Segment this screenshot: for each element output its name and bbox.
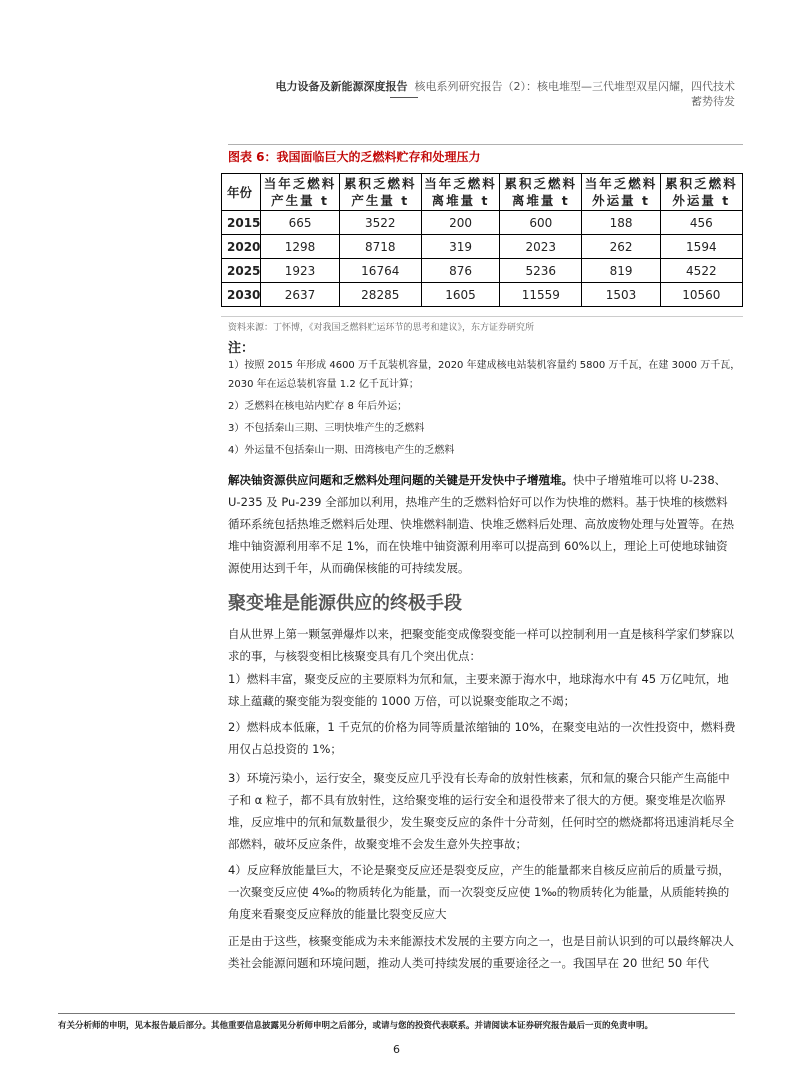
col-header: 累积乏燃料离堆量 t: [500, 174, 582, 211]
col-header: 当年乏燃料外运量 t: [582, 174, 660, 211]
table-cell: 319: [421, 235, 499, 259]
col-header: 当年乏燃料离堆量 t: [421, 174, 499, 211]
paragraph-advantage-3: 3）环境污染小，运行安全，聚变反应几乎没有长寿命的放射性核素，氘和氚的聚合只能产生高能中子和 α 粒子，都不具有放射性，这给聚变堆的运行安全和退役带来了很大的方便。聚变堆是次临界堆，反应堆中的氘和氚数量很少，发生聚变反应的条件十分苛刻，任何时空的燃烧都将迅速消耗尽全部燃料，破坏反应条件，故聚变堆不会发生意外失控事故；: [228, 771, 734, 851]
table-cell: 819: [582, 259, 660, 283]
table-cell: 188: [582, 211, 660, 235]
col-header-year: 年份: [222, 174, 261, 211]
figure-bottom-divider: [221, 316, 743, 317]
report-header: [215, 79, 735, 109]
header-divider: [390, 97, 418, 98]
table-row: [222, 211, 743, 235]
paragraph-fast-reactor: [228, 469, 738, 579]
table-cell: 456: [660, 211, 742, 235]
header-title-line2: 蓄势待发: [691, 95, 735, 108]
table-cell: 262: [582, 235, 660, 259]
table-cell-year: 2020: [222, 235, 261, 259]
header-report-type: 电力设备及新能源深度报告: [275, 80, 408, 93]
col-header: 累积乏燃料产生量 t: [339, 174, 421, 211]
table-cell-year: 2030: [222, 283, 261, 307]
note-item: 4）外运量不包括秦山一期、田湾核电产生的乏燃料: [228, 445, 455, 456]
notes-list: [228, 356, 743, 463]
figure-source: 资料来源：丁怀博，《对我国乏燃料贮运环节的思考和建议》，东方证券研究所: [228, 323, 535, 333]
table-header-row: [222, 174, 743, 211]
table-cell: 3522: [339, 211, 421, 235]
paragraph-lead-bold: 解决铀资源供应问题和乏燃料处理问题的关键是开发快中子增殖堆。: [228, 473, 573, 487]
notes-title: 注：: [228, 341, 255, 356]
table-cell: 200: [421, 211, 499, 235]
table-cell: 2023: [500, 235, 582, 259]
table-cell: 16764: [339, 259, 421, 283]
table-cell-year: 2025: [222, 259, 261, 283]
table-row: [222, 259, 743, 283]
note-item: 3）不包括秦山三期、三明快堆产生的乏燃料: [228, 423, 425, 434]
table-cell: 8718: [339, 235, 421, 259]
table-cell: 876: [421, 259, 499, 283]
table-cell: 11559: [500, 283, 582, 307]
note-item: 1）按照 2015 年形成 4600 万千瓦装机容量，2020 年建成核电站装机容量约 5800 万千瓦，在建 3000 万千瓦，2030 年在运总装机容量 1.2 亿千瓦计算；: [228, 360, 741, 390]
paragraph-advantage-2: 2）燃料成本低廉，1 千克氘的价格为同等质量浓缩铀的 10%，在聚变电站的一次性投资中，燃料费用仅占总投资的 1%；: [228, 720, 736, 756]
note-item: 2）乏燃料在核电站内贮存 8 年后外运；: [228, 401, 408, 412]
footer-disclaimer: 有关分析师的申明，见本报告最后部分。其他重要信息披露见分析师申明之后部分，或请与您的投资代表联系。并请阅读本证券研究报告最后一页的免责申明。: [58, 1021, 654, 1031]
table-cell: 28285: [339, 283, 421, 307]
table-row: [222, 235, 743, 259]
paragraph-body: 快中子增殖堆可以将 U-238、U-235 及 Pu-239 全部加以利用，热堆产生的乏燃料恰好可以作为快堆的燃料。基于快堆的核燃料循环系统包括热堆乏燃料后处理、快堆燃料制造、快堆乏燃料后处理、高放废物处理与处置等。在热堆中铀资源利用率不足 1%，而在快堆中铀资源利用率可以提高到 60%以上，理论上可使地球铀资源使用达到千年，从而确保核能的可持续发展。: [228, 473, 734, 575]
table-cell: 10560: [660, 283, 742, 307]
spent-fuel-table: [221, 173, 743, 307]
table-cell: 1605: [421, 283, 499, 307]
table-cell: 4522: [660, 259, 742, 283]
table-cell: 1503: [582, 283, 660, 307]
col-header: 累积乏燃料外运量 t: [660, 174, 742, 211]
paragraph-conclusion: 正是由于这些，核聚变能成为未来能源技术发展的主要方向之一，也是目前认识到的可以最终解决人类社会能源问题和环境问题，推动人类可持续发展的重要途径之一。我国早在 20 世纪 50 年代: [228, 934, 734, 970]
page-number: 6: [393, 1043, 400, 1056]
table-cell: 2637: [261, 283, 339, 307]
table-cell: 600: [500, 211, 582, 235]
paragraph-fusion-intro: 自从世界上第一颗氢弹爆炸以来，把聚变能变成像裂变能一样可以控制利用一直是核科学家们梦寐以求的事，与核裂变相比核聚变具有几个突出优点：: [228, 627, 734, 663]
col-header: 当年乏燃料产生量 t: [261, 174, 339, 211]
footer-divider: [58, 1013, 735, 1014]
table-cell: 1594: [660, 235, 742, 259]
figure-title: 图表 6：我国面临巨大的乏燃料贮存和处理压力: [228, 150, 481, 164]
table-cell-year: 2015: [222, 211, 261, 235]
figure-top-divider: [228, 144, 743, 145]
table-row: [222, 283, 743, 307]
table-cell: 1923: [261, 259, 339, 283]
section-heading: 聚变堆是能源供应的终极手段: [228, 593, 462, 614]
header-title-line1: 核电系列研究报告（2）：核电堆型—三代堆型双星闪耀，四代技术: [414, 80, 735, 93]
paragraph-advantage-4: 4）反应释放能量巨大，不论是聚变反应还是裂变反应，产生的能量都来自核反应前后的质量亏损，一次聚变反应使 4‰的物质转化为能量，而一次裂变反应使 1‰的物质转化为能量，从质能转换的角度来看聚变反应释放的能量比裂变反应大: [228, 863, 730, 921]
paragraph-advantage-1: 1）燃料丰富，聚变反应的主要原料为氘和氚，主要来源于海水中，地球海水中有 45 万亿吨氘，地球上蕴藏的聚变能为裂变能的 1000 万倍，可以说聚变能取之不竭；: [228, 672, 729, 708]
table-cell: 1298: [261, 235, 339, 259]
table-cell: 5236: [500, 259, 582, 283]
table-cell: 665: [261, 211, 339, 235]
